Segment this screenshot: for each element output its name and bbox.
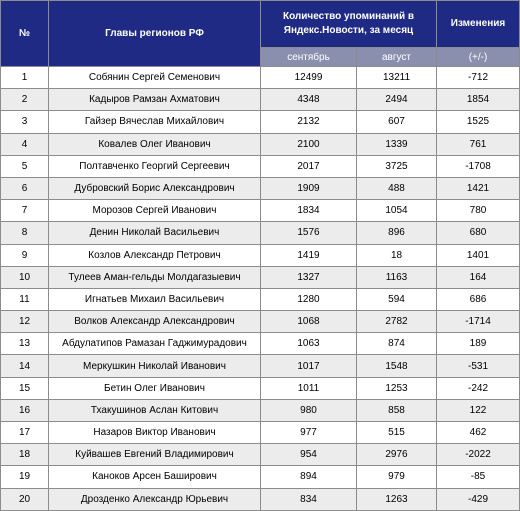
- cell-september-count: 1419: [261, 244, 357, 266]
- cell-august-count: 1253: [357, 377, 437, 399]
- cell-rank: 5: [1, 155, 49, 177]
- cell-august-count: 3725: [357, 155, 437, 177]
- table-row: [1, 67, 520, 89]
- cell-change: 680: [437, 222, 520, 244]
- table-row: [1, 466, 520, 488]
- cell-rank: 2: [1, 89, 49, 111]
- table-row: [1, 200, 520, 222]
- cell-change: -85: [437, 466, 520, 488]
- cell-august-count: 874: [357, 333, 437, 355]
- cell-rank: 17: [1, 422, 49, 444]
- table-row: [1, 355, 520, 377]
- cell-change: -429: [437, 488, 520, 510]
- cell-rank: 18: [1, 444, 49, 466]
- header-mentions-count: Количество упоминаний в Яндекс.Новости, за месяц: [261, 1, 437, 48]
- cell-change: 164: [437, 266, 520, 288]
- cell-august-count: 2494: [357, 89, 437, 111]
- cell-governor-name: Дубровский Борис Александрович: [49, 177, 261, 199]
- cell-governor-name: Кадыров Рамзан Ахматович: [49, 89, 261, 111]
- cell-governor-name: Бетин Олег Иванович: [49, 377, 261, 399]
- cell-september-count: 1063: [261, 333, 357, 355]
- cell-governor-name: Полтавченко Георгий Сергеевич: [49, 155, 261, 177]
- cell-rank: 9: [1, 244, 49, 266]
- subheader-august: август: [357, 48, 437, 67]
- cell-governor-name: Морозов Сергей Иванович: [49, 200, 261, 222]
- cell-august-count: 1163: [357, 266, 437, 288]
- cell-rank: 6: [1, 177, 49, 199]
- cell-rank: 12: [1, 311, 49, 333]
- cell-rank: 19: [1, 466, 49, 488]
- cell-governor-name: Меркушкин Николай Иванович: [49, 355, 261, 377]
- cell-rank: 20: [1, 488, 49, 510]
- cell-august-count: 18: [357, 244, 437, 266]
- cell-change: 780: [437, 200, 520, 222]
- cell-september-count: 2100: [261, 133, 357, 155]
- cell-rank: 1: [1, 67, 49, 89]
- cell-september-count: 980: [261, 399, 357, 421]
- cell-august-count: 1263: [357, 488, 437, 510]
- cell-governor-name: Ковалев Олег Иванович: [49, 133, 261, 155]
- cell-september-count: 977: [261, 422, 357, 444]
- cell-change: -1714: [437, 311, 520, 333]
- cell-change: -712: [437, 67, 520, 89]
- cell-august-count: 2782: [357, 311, 437, 333]
- cell-change: 1421: [437, 177, 520, 199]
- cell-change: 761: [437, 133, 520, 155]
- cell-governor-name: Каноков Арсен Баширович: [49, 466, 261, 488]
- cell-governor-name: Тхакушинов Аслан Китович: [49, 399, 261, 421]
- table-row: [1, 377, 520, 399]
- table-row: [1, 111, 520, 133]
- cell-governor-name: Игнатьев Михаил Васильевич: [49, 288, 261, 310]
- cell-governor-name: Назаров Виктор Иванович: [49, 422, 261, 444]
- cell-september-count: 2017: [261, 155, 357, 177]
- cell-rank: 15: [1, 377, 49, 399]
- cell-september-count: 4348: [261, 89, 357, 111]
- table-row: [1, 133, 520, 155]
- cell-rank: 16: [1, 399, 49, 421]
- cell-september-count: 12499: [261, 67, 357, 89]
- cell-september-count: 1011: [261, 377, 357, 399]
- cell-august-count: 515: [357, 422, 437, 444]
- cell-august-count: 594: [357, 288, 437, 310]
- cell-governor-name: Козлов Александр Петрович: [49, 244, 261, 266]
- table-row: [1, 399, 520, 421]
- table-row: [1, 222, 520, 244]
- cell-september-count: 2132: [261, 111, 357, 133]
- cell-change: 1401: [437, 244, 520, 266]
- cell-august-count: 2976: [357, 444, 437, 466]
- table-row: [1, 266, 520, 288]
- cell-rank: 10: [1, 266, 49, 288]
- cell-change: 1854: [437, 89, 520, 111]
- cell-governor-name: Волков Александр Александрович: [49, 311, 261, 333]
- cell-august-count: 858: [357, 399, 437, 421]
- cell-september-count: 894: [261, 466, 357, 488]
- cell-august-count: 607: [357, 111, 437, 133]
- cell-august-count: 13211: [357, 67, 437, 89]
- table-row: [1, 444, 520, 466]
- cell-august-count: 896: [357, 222, 437, 244]
- cell-rank: 8: [1, 222, 49, 244]
- cell-governor-name: Куйвашев Евгений Владимирович: [49, 444, 261, 466]
- cell-governor-name: Абдулатипов Рамазан Гаджимурадович: [49, 333, 261, 355]
- cell-change: -242: [437, 377, 520, 399]
- cell-august-count: 1054: [357, 200, 437, 222]
- header-number: №: [1, 1, 49, 67]
- cell-september-count: 1280: [261, 288, 357, 310]
- header-changes: Изменения: [437, 1, 520, 48]
- cell-governor-name: Тулеев Аман-гельды Молдагазыевич: [49, 266, 261, 288]
- cell-september-count: 1068: [261, 311, 357, 333]
- cell-rank: 3: [1, 111, 49, 133]
- cell-september-count: 1576: [261, 222, 357, 244]
- cell-governor-name: Собянин Сергей Семенович: [49, 67, 261, 89]
- cell-change: 189: [437, 333, 520, 355]
- header-governor-name: Главы регионов РФ: [49, 1, 261, 67]
- table-row: [1, 155, 520, 177]
- cell-change: -2022: [437, 444, 520, 466]
- table-row: [1, 89, 520, 111]
- table-row: [1, 177, 520, 199]
- header-row: [1, 1, 520, 48]
- cell-change: 462: [437, 422, 520, 444]
- cell-change: 686: [437, 288, 520, 310]
- cell-september-count: 1327: [261, 266, 357, 288]
- table-row: [1, 288, 520, 310]
- cell-august-count: 979: [357, 466, 437, 488]
- table-row: [1, 422, 520, 444]
- cell-change: -531: [437, 355, 520, 377]
- cell-governor-name: Дрозденко Александр Юрьевич: [49, 488, 261, 510]
- cell-august-count: 1548: [357, 355, 437, 377]
- cell-governor-name: Денин Николай Васильевич: [49, 222, 261, 244]
- table-row: [1, 333, 520, 355]
- cell-september-count: 1017: [261, 355, 357, 377]
- cell-september-count: 1909: [261, 177, 357, 199]
- cell-august-count: 488: [357, 177, 437, 199]
- cell-change: 122: [437, 399, 520, 421]
- table-row: [1, 311, 520, 333]
- cell-september-count: 834: [261, 488, 357, 510]
- cell-rank: 7: [1, 200, 49, 222]
- cell-august-count: 1339: [357, 133, 437, 155]
- table-row: [1, 488, 520, 510]
- subheader-september: сентябрь: [261, 48, 357, 67]
- cell-september-count: 954: [261, 444, 357, 466]
- cell-change: 1525: [437, 111, 520, 133]
- cell-september-count: 1834: [261, 200, 357, 222]
- cell-rank: 13: [1, 333, 49, 355]
- subheader-diff-unit: (+/-): [437, 48, 520, 67]
- cell-rank: 11: [1, 288, 49, 310]
- table-row: [1, 244, 520, 266]
- table-body: [1, 67, 520, 511]
- cell-rank: 14: [1, 355, 49, 377]
- cell-change: -1708: [437, 155, 520, 177]
- cell-governor-name: Гайзер Вячеслав Михайлович: [49, 111, 261, 133]
- cell-rank: 4: [1, 133, 49, 155]
